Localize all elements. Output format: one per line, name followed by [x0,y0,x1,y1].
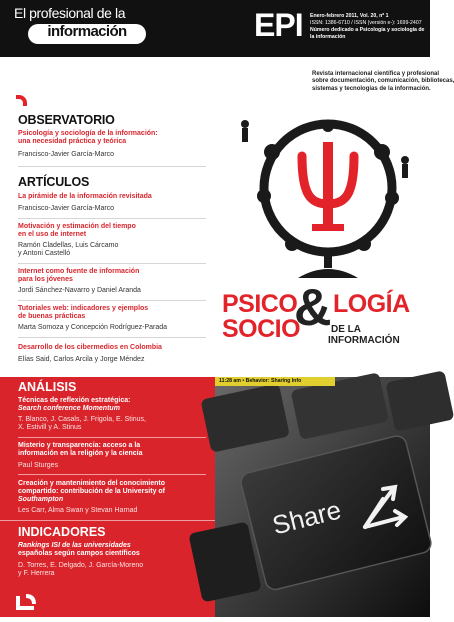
article-title[interactable]: Motivación y estimación del tiempo [18,223,136,230]
divider [0,520,215,521]
article-title[interactable]: La pirámide de la información revisitada [18,193,152,200]
title-socio: SOCIO [222,315,301,343]
divider [18,437,206,438]
article-title[interactable]: Internet como fuente de información [18,268,140,275]
article-title[interactable]: Creación y mantenimiento del conocimiento [18,480,166,487]
tagline-line: sistemas y tecnologías de la información. [312,85,431,92]
article-title[interactable]: Misterio y transparencia: acceso a la [18,442,141,449]
divider [18,300,206,301]
title-psico: PSICO [222,290,298,318]
share-key-label: Share [269,494,344,541]
article-title[interactable]: para los jóvenes [18,276,73,283]
title-informacion: INFORMACIÓN [328,335,400,346]
divider [18,337,206,338]
divider [18,263,206,264]
article-title[interactable]: compartido: contribución de la University of [18,488,166,495]
journal-logo-bottom: información [47,23,127,40]
issue-date: Enero-febrero 2011, Vol. 20, nº 1 [310,13,389,19]
section-articulos: ARTÍCULOS [18,175,90,189]
article-author: D. Torres, E. Delgado, J. García-Moreno [18,562,144,569]
article-author: Marta Somoza y Concepción Rodríguez-Parada [18,324,168,331]
keyboard-photo [215,377,430,617]
article-title[interactable]: Rankings ISI de las universidades [18,542,131,549]
article-title[interactable]: Psicología y sociología de la información: [18,130,158,137]
keyboard-illustration [215,377,430,617]
title-ampersand: & [294,279,332,337]
article-title[interactable]: información en la religión y la ciencia [18,450,143,457]
journal-logo-top: El profesional de la [14,5,126,21]
article-author: Jordi Sánchez-Navarro y Daniel Aranda [18,287,141,294]
bottom-corner-mark [16,594,36,610]
issue-info [310,13,426,41]
issn: ISSN: 1386-6710 / ISSN (versión e-): 1699-2407 [310,20,422,26]
title-logia: LOGÍA [333,290,410,318]
section-observatorio: OBSERVATORIO [18,113,115,127]
section-indicadores: INDICADORES [18,525,106,539]
article-author: Francisco-Javier García-Marco [18,205,115,212]
psi-globe-illustration [232,108,422,286]
article-author: Francisco-Javier García-Marco [18,151,115,158]
tagline-line: sobre documentación, comunicación, bibliotecas, [312,78,454,85]
epi-logo: EPI [254,7,303,43]
article-author: Elías Said, Carlos Arcila y Jorge Méndez [18,356,145,363]
title-de-la: DE LA [331,324,361,335]
journal-tagline [312,71,454,93]
article-author: y Antoni Castelló [18,250,71,257]
article-title[interactable]: una necesidad práctica y teórica [18,138,127,145]
article-title[interactable]: en el uso de internet [18,231,87,238]
article-author: y F. Herrera [18,570,55,577]
divider [18,166,206,167]
article-title[interactable]: Tutoriales web: indicadores y ejemplos [18,305,149,312]
article-author: Paul Sturges [18,462,59,469]
article-title[interactable]: de buenas prácticas [18,313,86,320]
article-title[interactable]: Desarrollo de los cibermedios en Colombia [18,344,162,351]
article-title[interactable]: Técnicas de reflexión estratégica: [18,397,131,404]
divider [18,474,206,475]
article-author: Les Carr, Alma Swan y Stevan Harnad [18,507,138,514]
article-title[interactable]: Southampton [18,496,64,503]
article-title[interactable]: Search conference Momentum [18,405,120,412]
red-corner-mark [16,95,27,106]
section-analisis: ANÁLISIS [18,380,77,394]
issue-theme-line1: Número dedicado a Psicología y sociología de [310,27,425,33]
divider [18,218,206,219]
issue-theme-line2: la información [310,34,346,40]
tagline-line: Revista internacional científica y profesional [312,71,440,77]
photo-caption: 11:28 am • Behavior: Sharing Info [215,377,335,386]
article-author: T. Blanco, J. Casals, J. Frigola, E. Stinus, [18,416,146,423]
article-author: X. Estivill y A. Stinus [18,424,82,431]
article-author: Ramón Cladellas, Luis Cárcamo [18,242,119,249]
article-title[interactable]: españolas según campos científicos [18,550,140,557]
